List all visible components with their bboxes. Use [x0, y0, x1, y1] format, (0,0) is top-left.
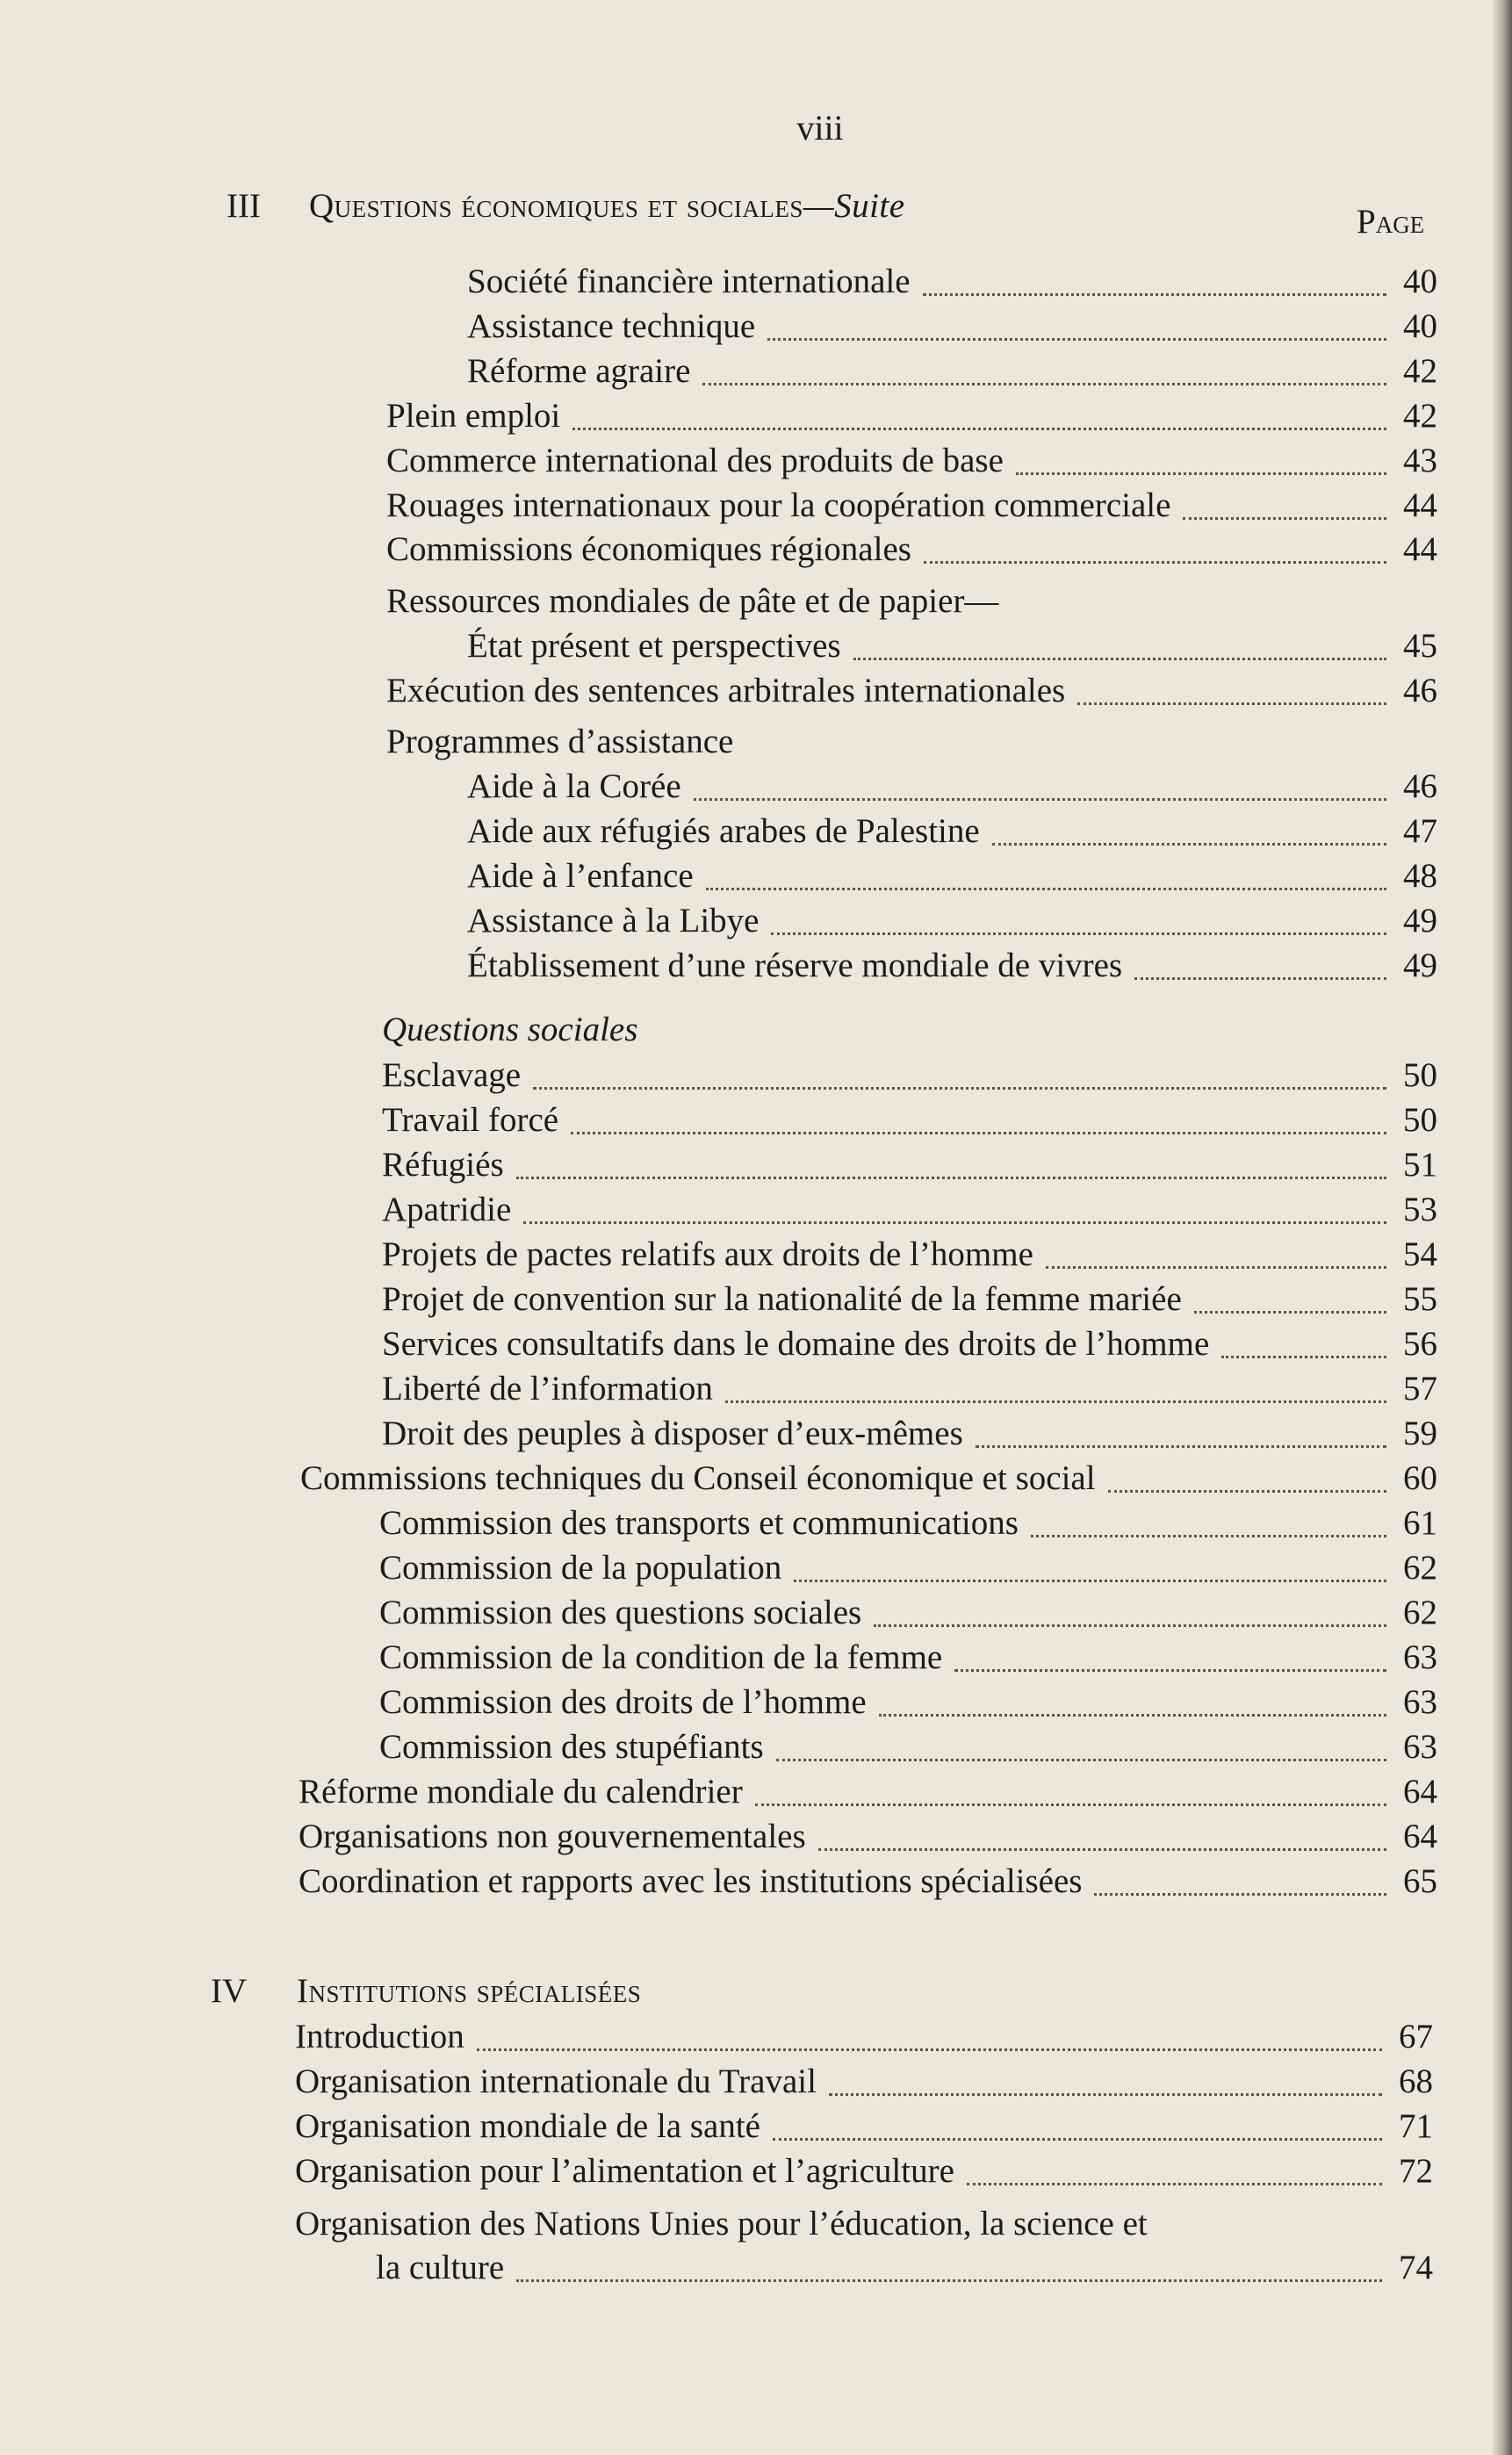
section-3-suite: —Suite: [803, 187, 905, 225]
leader-dots: [818, 1848, 1386, 1851]
toc-entry-label: Exécution des sentences arbitrales internationales: [386, 672, 1066, 709]
toc-entry: [467, 901, 1437, 945]
toc-entry-page: 56: [1403, 1325, 1437, 1363]
leader-dots: [755, 1803, 1386, 1806]
leader-dots: [923, 293, 1386, 296]
leader-dots: [992, 843, 1386, 846]
leader-dots: [523, 1221, 1386, 1224]
toc-entry-page: 44: [1403, 530, 1437, 568]
toc-entry-label: Introduction: [295, 2018, 464, 2055]
toc-entry-label: Commerce international des produits de base: [386, 442, 1004, 479]
toc-entry-page: 50: [1403, 1056, 1437, 1094]
leader-dots: [1031, 1535, 1386, 1537]
toc-entry-page: 64: [1403, 1773, 1437, 1811]
leader-dots: [794, 1580, 1386, 1582]
leader-dots: [954, 1669, 1386, 1672]
toc-entry-label-line: Organisation des Nations Unies pour l’éducation, la science et: [295, 2205, 1148, 2243]
toc-entry-page: 40: [1403, 263, 1437, 300]
toc-entry-label: Réforme agraire: [467, 352, 691, 390]
leader-dots: [853, 658, 1386, 660]
toc-entry: [382, 1324, 1437, 1368]
leader-dots: [571, 1132, 1386, 1134]
toc-entry-label: Aide aux réfugiés arabes de Palestine: [467, 812, 980, 850]
toc-entry-label: Organisations non gouvernementales: [299, 1818, 806, 1855]
toc-entry: [379, 1503, 1437, 1547]
section-4-number: IV: [211, 1972, 248, 2010]
toc-entry-page: 43: [1403, 442, 1437, 479]
leader-dots: [706, 888, 1386, 890]
section-4-title: Institutions spécialisées: [297, 1972, 642, 2010]
toc-entry-label: Droit des peuples à disposer d’eux-mêmes: [382, 1415, 963, 1452]
toc-entry-label: Commission des questions sociales: [379, 1594, 862, 1631]
leader-dots: [771, 932, 1386, 935]
leader-dots: [725, 1400, 1386, 1403]
toc-entry: [386, 529, 1437, 573]
toc-entry-label: Commissions techniques du Conseil économique et social: [300, 1459, 1096, 1497]
toc-entry: [467, 262, 1437, 306]
toc-entry: [386, 486, 1437, 529]
toc-entry: [382, 1235, 1437, 1278]
toc-entry: [295, 2151, 1433, 2195]
section-3-number: III: [227, 187, 261, 225]
toc-entry-page: 49: [1403, 947, 1437, 984]
toc-entry-label: Services consultatifs dans le domaine des droits de l’homme: [382, 1325, 1210, 1363]
toc-entry: [299, 1817, 1437, 1861]
leader-dots: [516, 1177, 1386, 1179]
leader-dots: [1077, 702, 1386, 705]
page-folio: viii: [796, 108, 844, 148]
toc-entry-page: 47: [1403, 812, 1437, 850]
toc-entry-label: Commission des stupéfiants: [379, 1728, 764, 1766]
toc-entry: [382, 1100, 1437, 1144]
toc-entry-page: 46: [1403, 672, 1437, 709]
toc-entry-label: Établissement d’une réserve mondiale de vivres: [467, 947, 1123, 984]
toc-entry-label: Société financière internationale: [467, 263, 911, 300]
toc-entry: [300, 1458, 1437, 1502]
toc-entry-page: 50: [1403, 1101, 1437, 1139]
toc-entry-label: Projet de convention sur la nationalité de la femme mariée: [382, 1280, 1182, 1318]
leader-dots: [477, 2048, 1382, 2051]
toc-entry-page: 63: [1403, 1638, 1437, 1676]
toc-entry-label: la culture: [376, 2249, 505, 2286]
leader-dots: [702, 383, 1386, 385]
leader-dots: [874, 1624, 1386, 1627]
toc-entry-label: Coordination et rapports avec les institutions spécialisées: [299, 1862, 1083, 1900]
leader-dots: [572, 428, 1386, 430]
toc-entry: [467, 351, 1437, 395]
leader-dots: [1094, 1893, 1386, 1896]
leader-dots: [767, 338, 1386, 341]
page-column-header: Page: [1357, 203, 1425, 241]
toc-entry: [467, 856, 1437, 900]
toc-entry: [467, 306, 1437, 350]
toc-entry: [382, 1414, 1437, 1458]
toc-entry-page: 60: [1403, 1459, 1437, 1497]
leader-dots: [829, 2093, 1382, 2096]
toc-group-heading: Programmes d’assistance: [386, 723, 734, 760]
section-3-title: [309, 186, 905, 226]
toc-entry-label: Réforme mondiale du calendrier: [299, 1773, 743, 1811]
toc-entry-label: Commissions économiques régionales: [386, 530, 911, 568]
leader-dots: [1221, 1356, 1386, 1358]
toc-entry-label: Organisation internationale du Travail: [295, 2063, 817, 2100]
toc-entry-label: Aide à l’enfance: [467, 857, 694, 895]
toc-entry: [295, 2106, 1433, 2150]
toc-entry: [467, 811, 1437, 855]
toc-entry-page: 61: [1403, 1504, 1437, 1542]
toc-entry-label: Plein emploi: [386, 397, 561, 435]
toc-entry-page: 49: [1403, 902, 1437, 940]
toc-entry-page: 62: [1403, 1549, 1437, 1587]
toc-entry-page: 54: [1403, 1235, 1437, 1273]
leader-dots: [976, 1445, 1386, 1448]
toc-entry-page: 55: [1403, 1280, 1437, 1318]
toc-entry-page: 71: [1399, 2107, 1433, 2145]
toc-entry: [379, 1682, 1437, 1726]
toc-entry-page: 46: [1403, 767, 1437, 805]
toc-entry: [295, 2017, 1433, 2061]
toc-entry-page: 63: [1403, 1728, 1437, 1766]
toc-subsection-heading: Questions sociales: [382, 1011, 638, 1048]
toc-entry: [295, 2062, 1433, 2106]
toc-entry-page: 42: [1403, 352, 1437, 390]
leader-dots: [694, 798, 1386, 801]
toc-entry-label: Assistance technique: [467, 307, 756, 345]
toc-entry: [379, 1727, 1437, 1771]
toc-entry-page: 51: [1403, 1146, 1437, 1184]
toc-entry: [467, 946, 1437, 990]
toc-entry-label: Réfugiés: [382, 1146, 504, 1184]
toc-entry-label: Aide à la Corée: [467, 767, 681, 805]
leader-dots: [533, 1087, 1386, 1090]
toc-entry-label: Commission de la condition de la femme: [379, 1638, 943, 1676]
toc-entry: [467, 626, 1437, 670]
leader-dots: [879, 1714, 1386, 1717]
leader-dots: [1183, 517, 1386, 520]
toc-entry-page: 57: [1403, 1370, 1437, 1407]
leader-dots: [924, 561, 1386, 564]
toc-entry-page: 45: [1403, 627, 1437, 665]
toc-entry: [382, 1369, 1437, 1413]
toc-entry-page: 67: [1399, 2018, 1433, 2055]
leader-dots: [1194, 1311, 1386, 1314]
toc-entry-page: 62: [1403, 1594, 1437, 1631]
toc-entry-page: 65: [1403, 1862, 1437, 1900]
toc-group-heading: Ressources mondiales de pâte et de papier—: [386, 582, 999, 620]
toc-entry: [467, 767, 1437, 810]
toc-entry-page: 53: [1403, 1191, 1437, 1228]
toc-entry-label: Commission des transports et communications: [379, 1504, 1019, 1542]
toc-entry-page: 44: [1403, 486, 1437, 524]
toc-entry: [299, 1861, 1437, 1905]
leader-dots: [773, 2138, 1382, 2141]
toc-entry-page: 74: [1399, 2249, 1433, 2286]
leader-dots: [1134, 977, 1386, 980]
section-3-title-text: Questions économiques et sociales: [309, 187, 803, 225]
page-edge-shadow: [1491, 0, 1512, 2455]
toc-entry: [386, 441, 1437, 485]
toc-entry: [382, 1055, 1437, 1099]
toc-entry: [386, 671, 1437, 715]
toc-entry-label: Commission des droits de l’homme: [379, 1683, 867, 1721]
toc-entry-page: 59: [1403, 1415, 1437, 1452]
toc-entry: [379, 1548, 1437, 1592]
toc-entry-page: 63: [1403, 1683, 1437, 1721]
leader-dots: [1016, 472, 1386, 475]
toc-entry-label: Assistance à la Libye: [467, 902, 760, 940]
leader-dots: [516, 2279, 1382, 2282]
leader-dots: [1046, 1266, 1386, 1269]
toc-entry-page: 48: [1403, 857, 1437, 895]
toc-entry-label: Organisation pour l’alimentation et l’agriculture: [295, 2152, 954, 2190]
toc-entry-page: 40: [1403, 307, 1437, 345]
toc-entry: [379, 1638, 1437, 1681]
toc-entry-label: Esclavage: [382, 1056, 522, 1094]
toc-entry: [382, 1190, 1437, 1234]
toc-entry: [376, 2248, 1433, 2292]
leader-dots: [776, 1759, 1386, 1761]
toc-entry: [382, 1279, 1437, 1323]
toc-entry: [382, 1145, 1437, 1189]
toc-entry: [386, 396, 1437, 440]
toc-entry-label: Commission de la population: [379, 1549, 782, 1587]
toc-entry-label: Travail forcé: [382, 1101, 559, 1139]
leader-dots: [967, 2183, 1382, 2185]
toc-entry: [299, 1772, 1437, 1816]
toc-entry-label: Projets de pactes relatifs aux droits de l’homme: [382, 1235, 1033, 1273]
toc-entry-label: Liberté de l’information: [382, 1370, 713, 1407]
leader-dots: [1108, 1490, 1386, 1493]
toc-entry: [379, 1593, 1437, 1637]
toc-entry-page: 68: [1399, 2063, 1433, 2100]
toc-entry-page: 72: [1399, 2152, 1433, 2190]
toc-entry-label: Apatridie: [382, 1191, 512, 1228]
toc-entry-label: Organisation mondiale de la santé: [295, 2107, 760, 2145]
toc-entry-page: 42: [1403, 397, 1437, 435]
toc-entry-label: Rouages internationaux pour la coopération commerciale: [386, 486, 1171, 524]
toc-entry-page: 64: [1403, 1818, 1437, 1855]
toc-entry-label: État présent et perspectives: [467, 627, 841, 665]
